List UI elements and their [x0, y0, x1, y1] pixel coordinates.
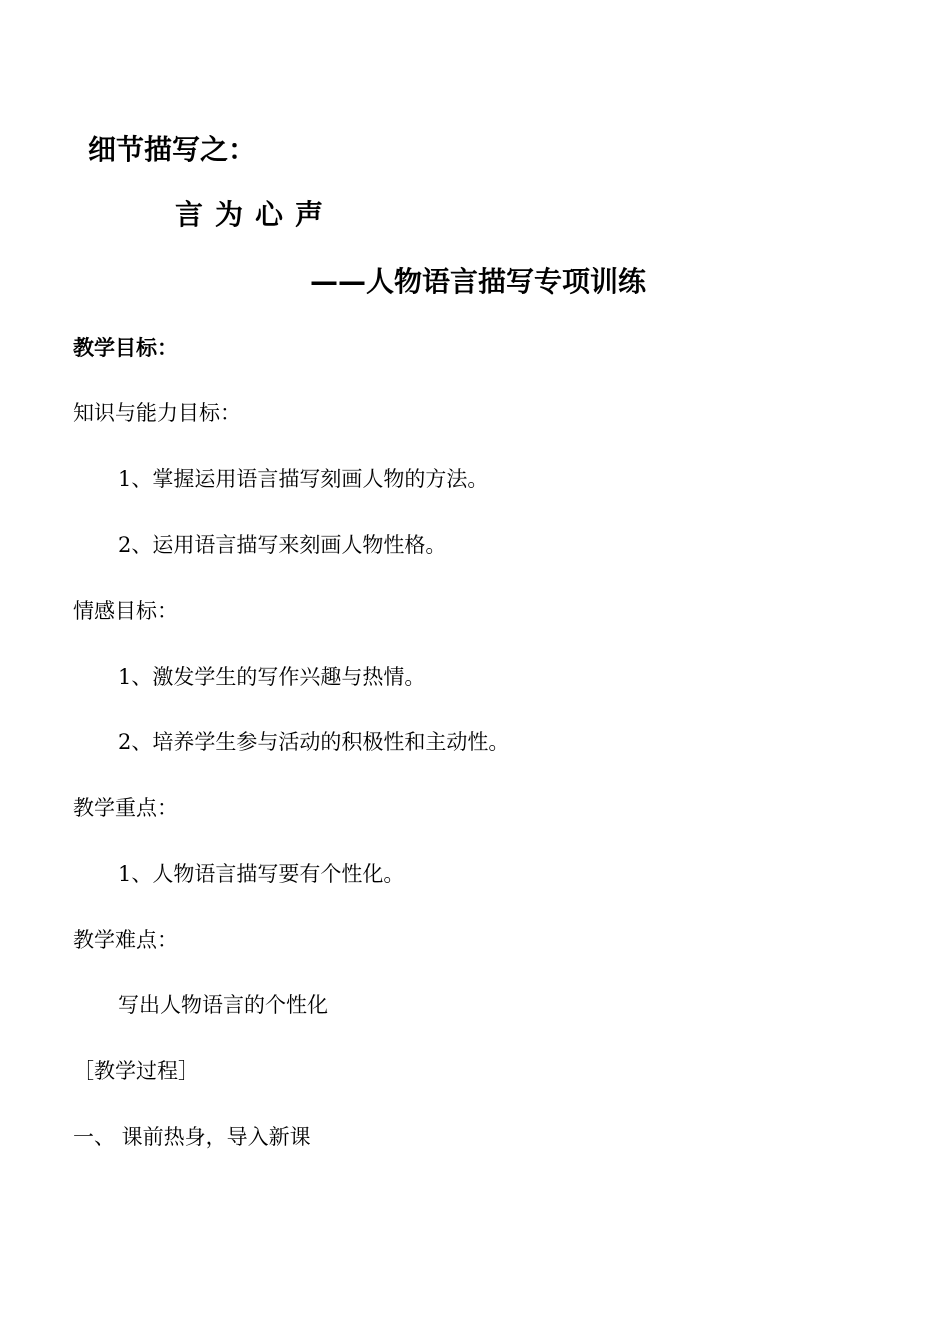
objectives-title: 教学目标： — [73, 336, 178, 360]
knowledge-item-2: 2、运用语言描写来刻画人物性格。 — [118, 533, 447, 557]
key-title: 教学重点： — [73, 796, 178, 820]
heading-line-2: 言为心声 — [175, 198, 336, 231]
knowledge-item-1: 1、掌握运用语言描写刻画人物的方法。 — [118, 467, 489, 491]
step-one: 一、 课前热身，导入新课 — [73, 1125, 311, 1149]
difficulty-text: 写出人物语言的个性化 — [118, 993, 328, 1017]
heading-line-1: 细节描写之： — [88, 133, 257, 166]
knowledge-title: 知识与能力目标： — [73, 401, 241, 425]
difficulty-title: 教学难点： — [73, 928, 178, 952]
emotion-item-1: 1、激发学生的写作兴趣与热情。 — [118, 665, 426, 689]
key-item-1: 1、人物语言描写要有个性化。 — [118, 862, 405, 886]
process-title: ［教学过程］ — [73, 1059, 199, 1083]
heading-line-3: ——人物语言描写专项训练 — [310, 265, 647, 298]
emotion-title: 情感目标： — [73, 599, 178, 623]
emotion-item-2: 2、培养学生参与活动的积极性和主动性。 — [118, 730, 510, 754]
